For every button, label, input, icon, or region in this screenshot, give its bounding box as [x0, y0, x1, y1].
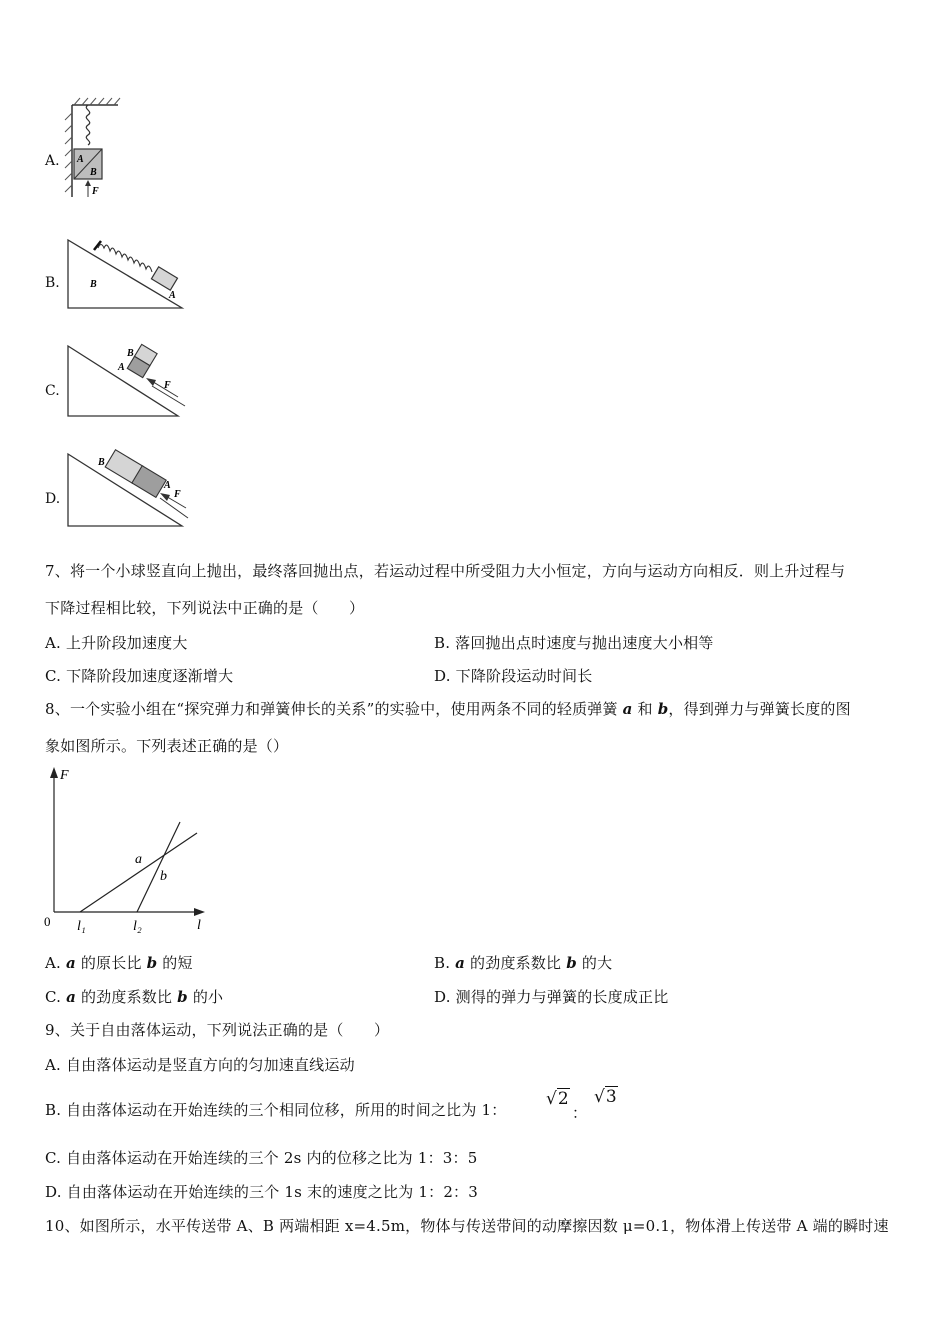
graph-tick-l2: l₂ — [133, 919, 142, 934]
sqrt-3: √3 — [594, 1087, 617, 1107]
fig-b-label-b: B — [90, 279, 97, 290]
fig-c-label-b: B — [127, 348, 134, 359]
q7-option-b[interactable]: B. 落回抛出点时速度与抛出速度大小相等 — [434, 634, 714, 652]
q8-option-a[interactable]: A. a 的原长比 b 的短 — [45, 954, 193, 972]
q10-stem-line1: 10、如图所示，水平传送带 A、B 两端相距 x=4.5m，物体与传送带间的动摩擦因数 μ=0.1，物体滑上传送带 A 端的瞬时速 — [45, 1217, 889, 1235]
figure-option-d — [60, 448, 195, 533]
q9-stem: 9、关于自由落体运动，下列说法正确的是（ ） — [45, 1021, 390, 1039]
q8-option-d[interactable]: D. 测得的弹力与弹簧的长度成正比 — [434, 988, 669, 1006]
fig-d-label-a: A — [164, 480, 171, 491]
q9-option-b[interactable]: B. 自由落体运动在开始连续的三个相同位移，所用的时间之比为 1： — [45, 1101, 507, 1119]
q7-stem-line2: 下降过程相比较，下列说法中正确的是（ ） — [45, 599, 365, 617]
fig-c-label-a: A — [118, 362, 125, 373]
q9-option-d[interactable]: D. 自由落体运动在开始连续的三个 1s 末的速度之比为 1：2：3 — [45, 1183, 479, 1201]
fig-a-label-a: A — [77, 154, 84, 165]
q8-stem-line1: 8、一个实验小组在“探究弹力和弹簧伸长的关系”的实验中，使用两条不同的轻质弹簧 a 和 b，得到弹力与弹簧长度的图 — [45, 700, 851, 718]
fig-a-label-f: F — [92, 186, 99, 197]
fig-d-label-f: F — [174, 489, 181, 500]
q8-stem-line2: 象如图所示。下列表述正确的是（） — [45, 737, 289, 755]
q7-option-a[interactable]: A. 上升阶段加速度大 — [45, 634, 188, 652]
graph-line-a-label: a — [135, 852, 142, 867]
figure-option-c — [60, 340, 195, 422]
fig-c-label-f: F — [164, 380, 171, 391]
option-b-label: B. — [45, 275, 60, 291]
graph-line-b-label: b — [160, 869, 167, 884]
option-d-label: D. — [45, 491, 61, 507]
q7-option-d[interactable]: D. 下降阶段运动时间长 — [434, 667, 593, 685]
option-a-label: A. — [45, 153, 60, 169]
q7-option-c[interactable]: C. 下降阶段加速度逐渐增大 — [45, 667, 234, 685]
q8-option-c[interactable]: C. a 的劲度系数比 b 的小 — [45, 988, 224, 1006]
q9-option-a[interactable]: A. 自由落体运动是竖直方向的匀加速直线运动 — [45, 1056, 355, 1074]
graph-y-label: F — [60, 768, 69, 783]
graph-origin: 0 — [44, 914, 51, 929]
figure-option-a — [60, 95, 130, 205]
q9-option-c[interactable]: C. 自由落体运动在开始连续的三个 2s 内的位移之比为 1：3：5 — [45, 1149, 478, 1167]
q7-stem-line1: 7、将一个小球竖直向上抛出，最终落回抛出点，若运动过程中所受阻力大小恒定，方向与运动方向相反．则上升过程与 — [45, 562, 846, 580]
figure-option-b — [60, 232, 190, 314]
fig-a-label-b: B — [90, 167, 97, 178]
graph-x-label: l — [197, 918, 201, 933]
q9-b-separator: ： — [572, 1104, 588, 1122]
var-b: b — [657, 700, 669, 718]
q8-graph — [40, 762, 220, 942]
fig-b-label-a: A — [169, 290, 176, 301]
var-a: a — [622, 700, 633, 718]
q8-option-b[interactable]: B. a 的劲度系数比 b 的大 — [434, 954, 613, 972]
option-c-label: C. — [45, 383, 60, 399]
graph-tick-l1: l₁ — [77, 919, 86, 934]
fig-d-label-b: B — [98, 457, 105, 468]
sqrt-2: √2 — [546, 1089, 569, 1109]
